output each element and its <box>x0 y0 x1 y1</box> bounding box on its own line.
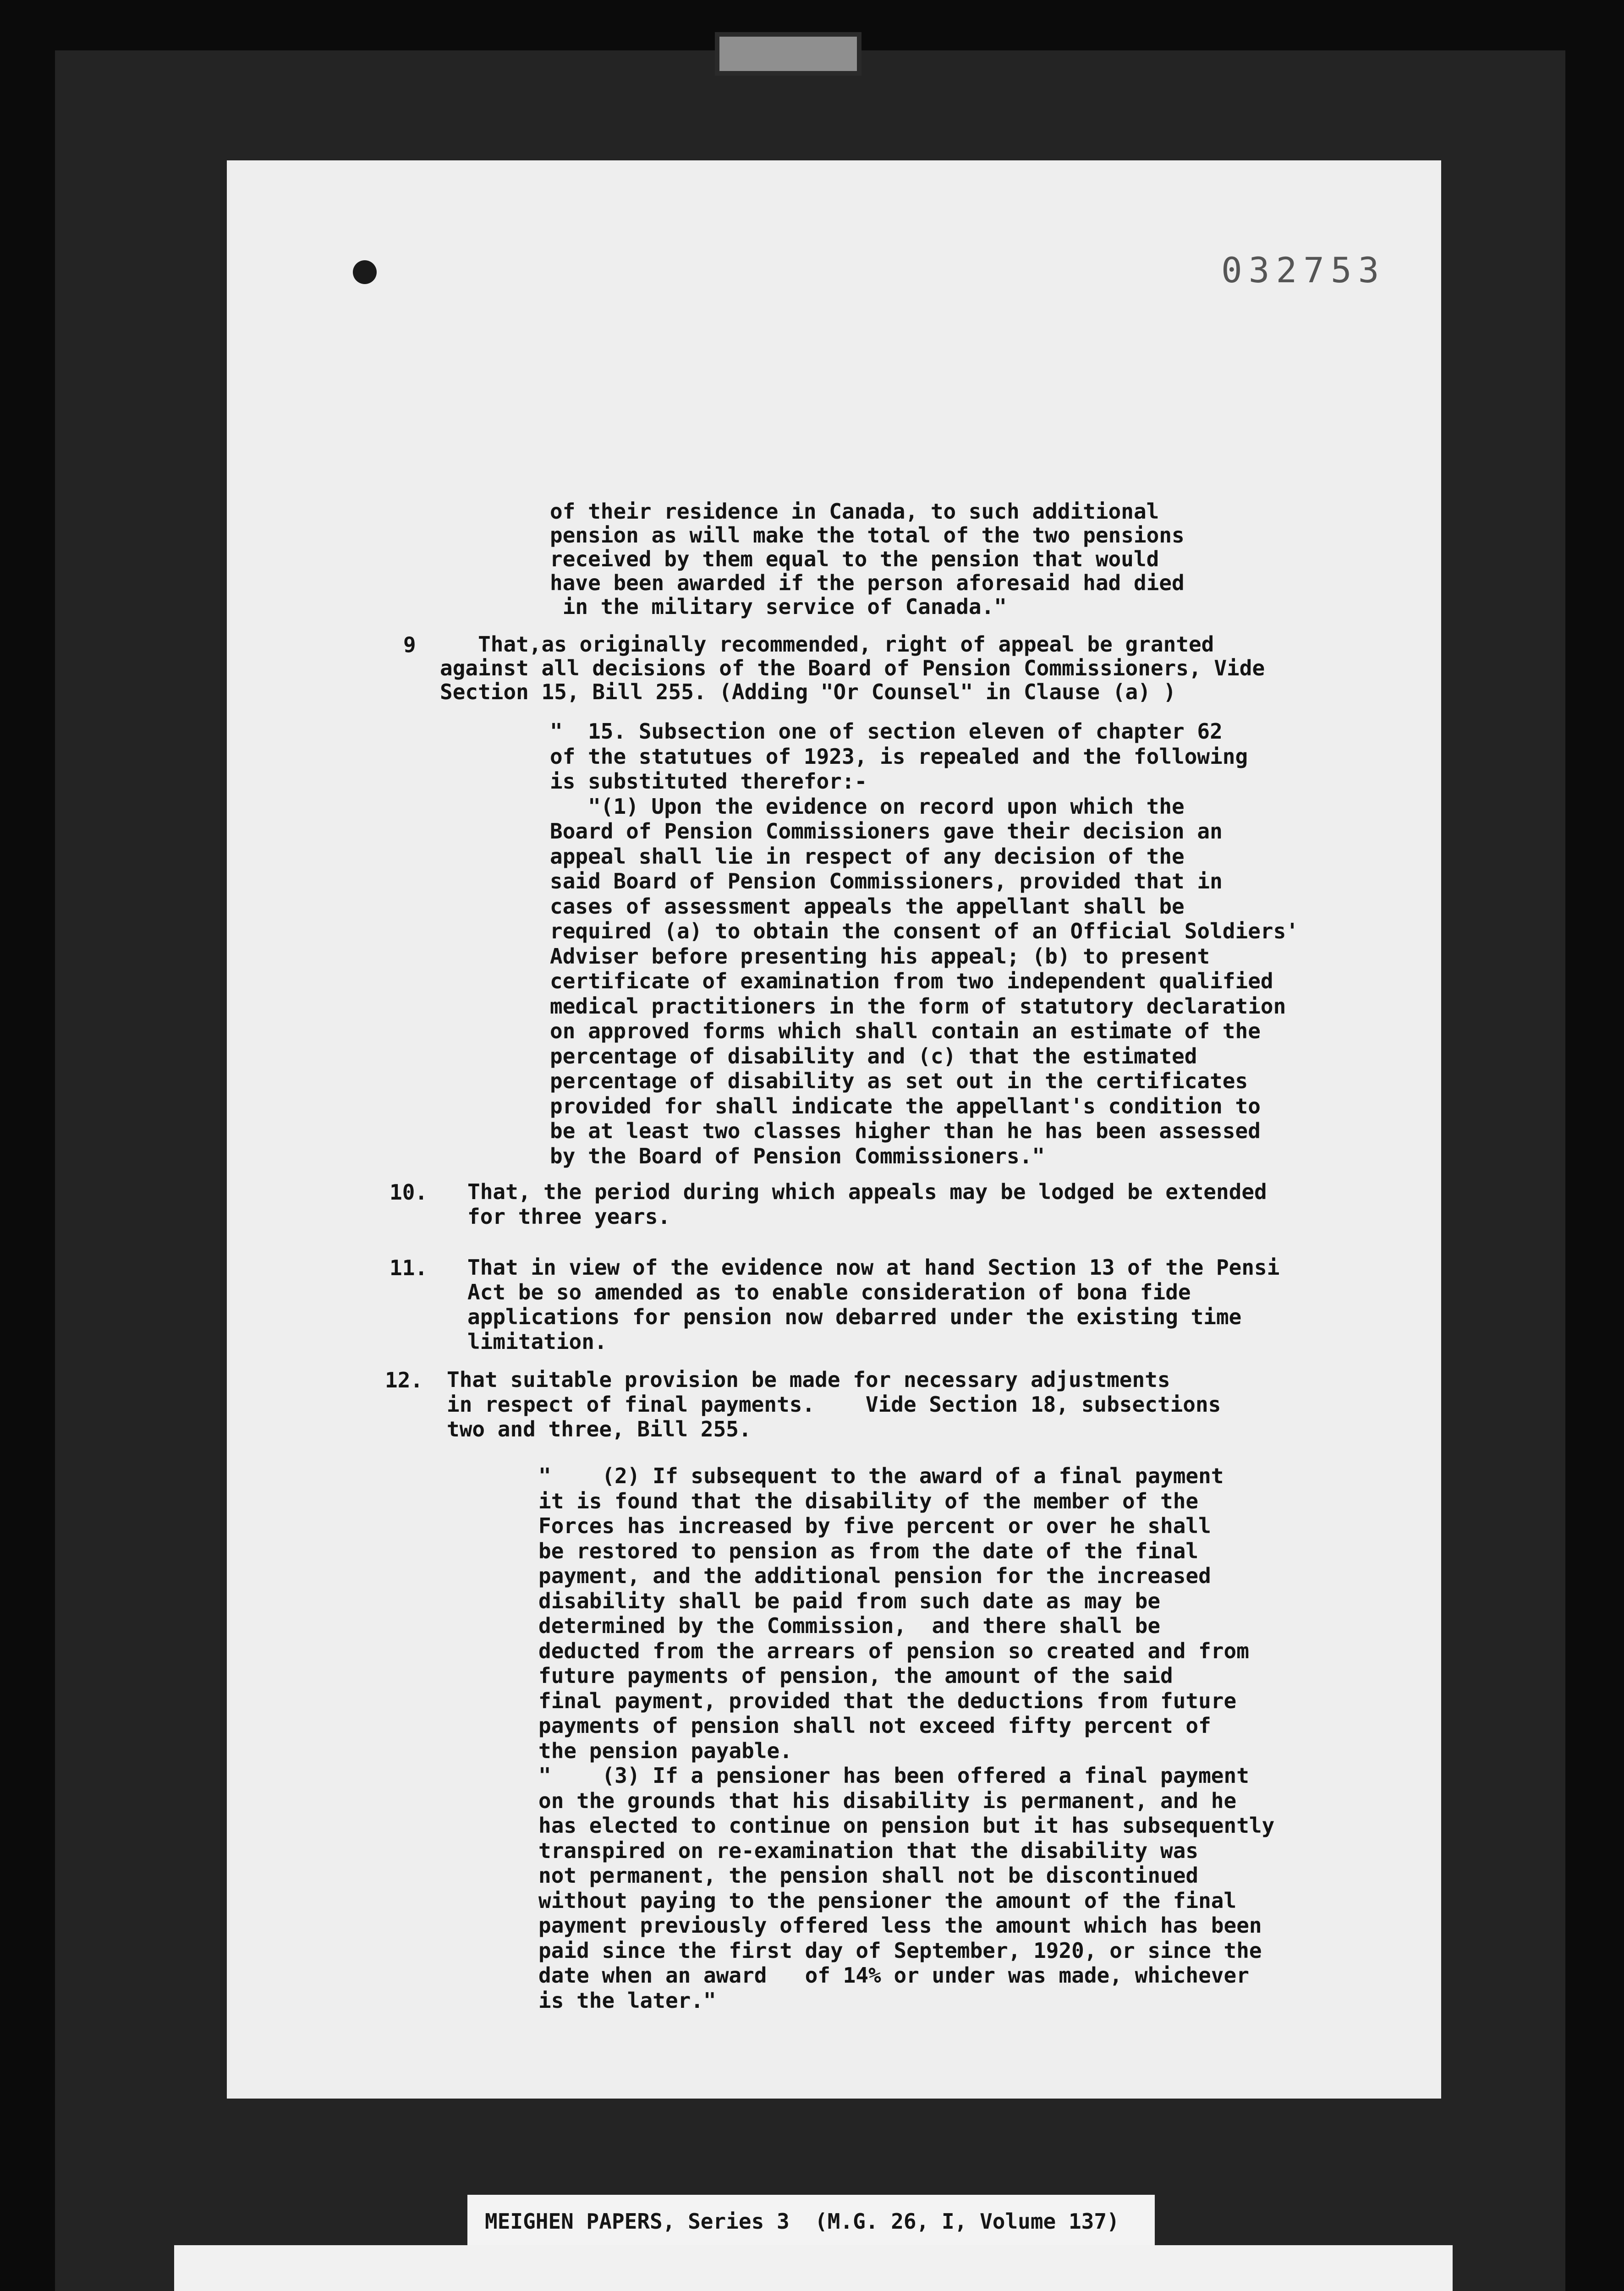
text-line: cases of assessment appeals the appellant shall be <box>550 893 1185 919</box>
page-number: 032753 <box>1221 250 1386 290</box>
text-line: be at least two classes higher than he has been assessed <box>550 1118 1261 1143</box>
text-line: Act be so amended as to enable consideration of bona fide <box>467 1280 1191 1304</box>
text-line: it is found that the disability of the member of the <box>538 1488 1199 1513</box>
binder-clip <box>715 32 861 76</box>
text-line: final payment, provided that the deductions from future <box>538 1688 1237 1713</box>
text-line: deducted from the arrears of pension so created and from <box>538 1638 1249 1663</box>
text-line: be restored to pension as from the date of the final <box>538 1538 1199 1563</box>
text-line: pension as will make the total of the two pensions <box>550 523 1185 548</box>
text-line: determined by the Commission, and there shall be <box>538 1613 1161 1638</box>
text-line: in respect of final payments. Vide Section 18, subsections <box>447 1392 1221 1417</box>
text-line: " (3) If a pensioner has been offered a final payment <box>538 1763 1249 1788</box>
text-line: of their residence in Canada, to such additional <box>550 499 1159 524</box>
text-line: percentage of disability as set out in the certificates <box>550 1069 1248 1093</box>
text-line: have been awarded if the person aforesaid had died <box>550 570 1185 595</box>
text-line: two and three, Bill 255. <box>447 1417 752 1441</box>
text-line: has elected to continue on pension but it has subsequently <box>538 1813 1275 1838</box>
text-line: Forces has increased by five percent or over he shall <box>538 1513 1211 1538</box>
archives-stamp <box>174 2245 1453 2291</box>
text-line: " (2) If subsequent to the award of a final payment <box>538 1463 1224 1488</box>
text-line: That suitable provision be made for necessary adjustments <box>447 1367 1170 1392</box>
text-line: That in view of the evidence now at hand Section 13 of the Pensi <box>467 1255 1280 1280</box>
text-line: received by them equal to the pension that would <box>550 547 1159 571</box>
text-line: on approved forms which shall contain an estimate of the <box>550 1019 1261 1043</box>
text-line: is substituted therefor:- <box>550 769 867 794</box>
text-line: paid since the first day of September, 1920, or since the <box>538 1938 1262 1963</box>
text-line: on the grounds that his disability is permanent, and he <box>538 1788 1237 1813</box>
text-line: future payments of pension, the amount of the said <box>538 1663 1173 1688</box>
text-line: in the military service of Canada." <box>550 594 1007 619</box>
item-number: 10. <box>390 1180 428 1205</box>
text-line: disability shall be paid from such date as may be <box>538 1588 1161 1613</box>
text-line: "(1) Upon the evidence on record upon which the <box>550 794 1185 819</box>
text-line: required (a) to obtain the consent of an Official Soldiers' <box>550 919 1299 943</box>
document-page <box>227 160 1441 2099</box>
text-line: not permanent, the pension shall not be discontinued <box>538 1863 1199 1888</box>
text-line: transpired on re-examination that the disability was <box>538 1838 1199 1863</box>
text-line: for three years. <box>467 1204 671 1229</box>
text-line: date when an award of 14% or under was made, whichever <box>538 1963 1249 1988</box>
text-line: percentage of disability and (c) that the estimated <box>550 1043 1197 1069</box>
text-line: appeal shall lie in respect of any decision of the <box>550 844 1185 869</box>
reference-label: MEIGHEN PAPERS, Series 3 (M.G. 26, I, Volume 137) <box>467 2195 1155 2247</box>
text-line: of the statutues of 1923, is repealed and the following <box>550 744 1248 769</box>
item-number: 11. <box>390 1255 428 1280</box>
text-line: without paying to the pensioner the amount of the final <box>538 1888 1237 1913</box>
text-line: payment, and the additional pension for the increased <box>538 1563 1211 1588</box>
item-number: 9 <box>403 632 416 657</box>
text-line: Section 15, Bill 255. (Adding "Or Counsel" in Clause (a) ) <box>440 680 1176 704</box>
item-number: 12. <box>385 1368 423 1392</box>
text-line: said Board of Pension Commissioners, provided that in <box>550 869 1223 893</box>
text-line: That, the period during which appeals may be lodged be extended <box>467 1179 1267 1204</box>
text-line: the pension payable. <box>538 1738 792 1763</box>
text-line: against all decisions of the Board of Pension Commissioners, Vide <box>440 656 1265 680</box>
text-line: limitation. <box>467 1329 607 1354</box>
text-line: " 15. Subsection one of section eleven of chapter 62 <box>550 719 1223 744</box>
text-line: payment previously offered less the amount which has been <box>538 1913 1262 1938</box>
text-line: certificate of examination from two independent qualified <box>550 969 1273 993</box>
text-line: provided for shall indicate the appellant's condition to <box>550 1093 1261 1118</box>
text-line: applications for pension now debarred under the existing time <box>467 1304 1242 1329</box>
text-line: by the Board of Pension Commissioners." <box>550 1143 1045 1168</box>
text-line: Board of Pension Commissioners gave their decision an <box>550 819 1223 844</box>
text-line: payments of pension shall not exceed fifty percent of <box>538 1713 1211 1738</box>
punch-hole <box>353 260 377 284</box>
text-line: is the later." <box>538 1988 716 2013</box>
text-line: That,as originally recommended, right of appeal be granted <box>440 632 1214 657</box>
text-line: medical practitioners in the form of statutory declaration <box>550 993 1286 1019</box>
text-line: Adviser before presenting his appeal; (b) to present <box>550 943 1210 969</box>
